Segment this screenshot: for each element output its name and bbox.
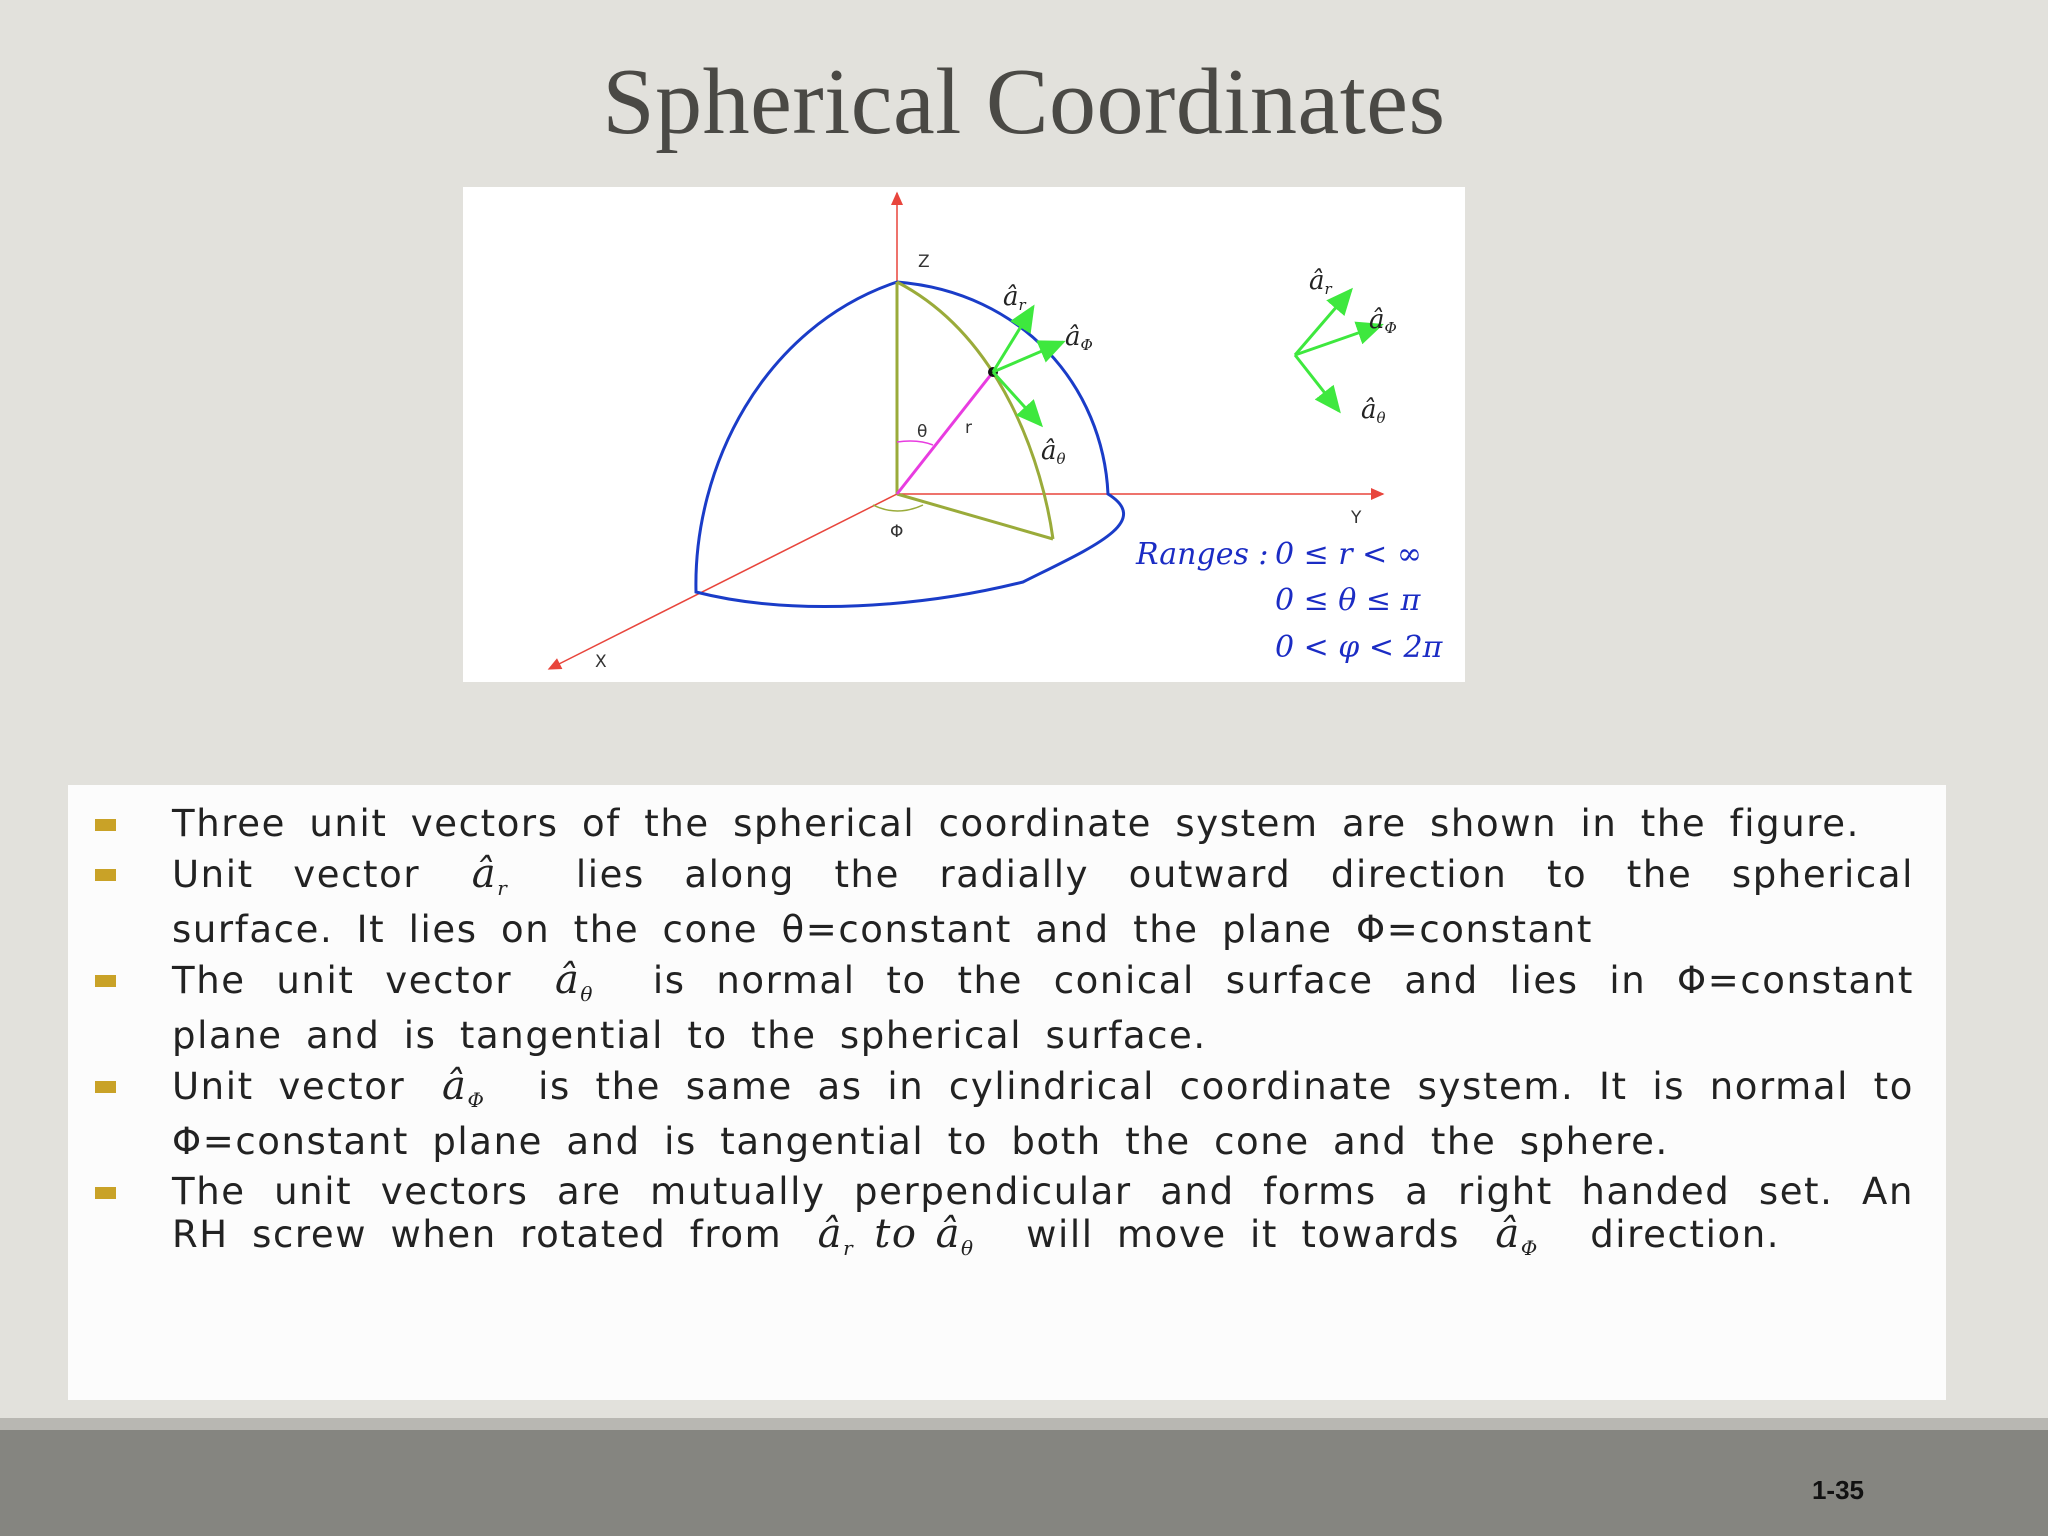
atheta-label: âθ xyxy=(1041,436,1066,468)
unit-vector-ar: $â_r$ xyxy=(817,1211,855,1260)
bullet-text: Unit vector xyxy=(172,1065,406,1108)
bullet-item xyxy=(68,959,1946,1057)
ranges-label: Ranges : xyxy=(1136,537,1269,572)
y-label: Y xyxy=(1351,508,1362,528)
unit-vector-ar: $â_r$ xyxy=(471,851,509,900)
footer-bar xyxy=(0,1430,2048,1536)
sphere-octant xyxy=(696,282,1124,606)
bullet-marker xyxy=(95,819,116,831)
bullet-item xyxy=(68,803,1946,845)
bullet-marker xyxy=(95,1081,116,1093)
bullet-text: is normal to the conical surface and lies in Φ=constant plane and is tangential to the spherical surface. xyxy=(172,959,1914,1057)
coordinate-diagram xyxy=(463,187,1465,682)
range-theta: 0 ≤ θ ≤ π xyxy=(1275,583,1421,618)
unit-vector-atheta: $â_\theta$ xyxy=(935,1211,975,1260)
bullet-text: Three unit vectors of the spherical coordinate system are shown in the figure. xyxy=(172,802,1861,845)
footer-band xyxy=(0,1418,2048,1430)
spherical-coordinates-figure xyxy=(463,187,1465,682)
theta-label: θ xyxy=(917,422,928,442)
phi-label: Φ xyxy=(890,522,904,542)
bullet-item xyxy=(68,1065,1946,1163)
radius-line xyxy=(897,372,993,494)
bullet-marker xyxy=(95,975,116,987)
z-label: Z xyxy=(918,252,930,272)
bullet-item xyxy=(68,853,1946,951)
legend-atheta-vector xyxy=(1295,355,1339,411)
explanation-box xyxy=(68,785,1946,1400)
unit-vector-aphi: $â_\Phi$ xyxy=(442,1063,486,1112)
bullet-text: direction. xyxy=(1590,1213,1781,1256)
bullet-marker xyxy=(95,869,116,881)
legend-aphi-label: âΦ xyxy=(1369,305,1397,337)
theta-arc xyxy=(897,441,933,445)
ar-label: âr xyxy=(1003,282,1026,314)
bullet-item xyxy=(68,1171,1946,1269)
to-word: to xyxy=(874,1211,918,1257)
bullet-list xyxy=(68,803,1946,1277)
bullet-text: The unit vector xyxy=(172,959,513,1002)
page-number: 1-35 xyxy=(1811,1475,1864,1505)
bullet-text: Unit vector xyxy=(172,853,421,896)
bullet-text: lies along the radially outward direction to the spherical surface. It lies on the cone θ=constant and the plane Φ=constant xyxy=(172,853,1915,951)
legend-ar-label: âr xyxy=(1309,266,1332,298)
projection-line xyxy=(897,494,1053,539)
r-label: r xyxy=(965,418,972,438)
slide-title: Spherical Coordinates xyxy=(602,50,1446,154)
range-phi: 0 < φ < 2π xyxy=(1275,630,1443,665)
unit-vector-atheta: $â_\theta$ xyxy=(554,957,595,1006)
bullet-text: is the same as in cylindrical coordinate system. It is normal to Φ=constant plane and is tangential to both the cone and the sphere. xyxy=(172,1065,1914,1163)
bullet-marker xyxy=(95,1187,116,1199)
bullet-text: The unit vectors are mutually perpendicular and forms a right handed set. An RH screw when rotated from xyxy=(172,1170,1914,1256)
range-r: 0 ≤ r < ∞ xyxy=(1275,537,1422,572)
legend-atheta-label: âθ xyxy=(1361,395,1386,427)
phi-arc xyxy=(873,505,923,511)
aphi-label: âΦ xyxy=(1065,322,1093,354)
bullet-text: will move it towards xyxy=(1026,1213,1460,1256)
x-label: X xyxy=(595,652,607,672)
unit-vector-aphi: $â_\Phi$ xyxy=(1495,1211,1539,1260)
x-axis xyxy=(549,494,897,669)
